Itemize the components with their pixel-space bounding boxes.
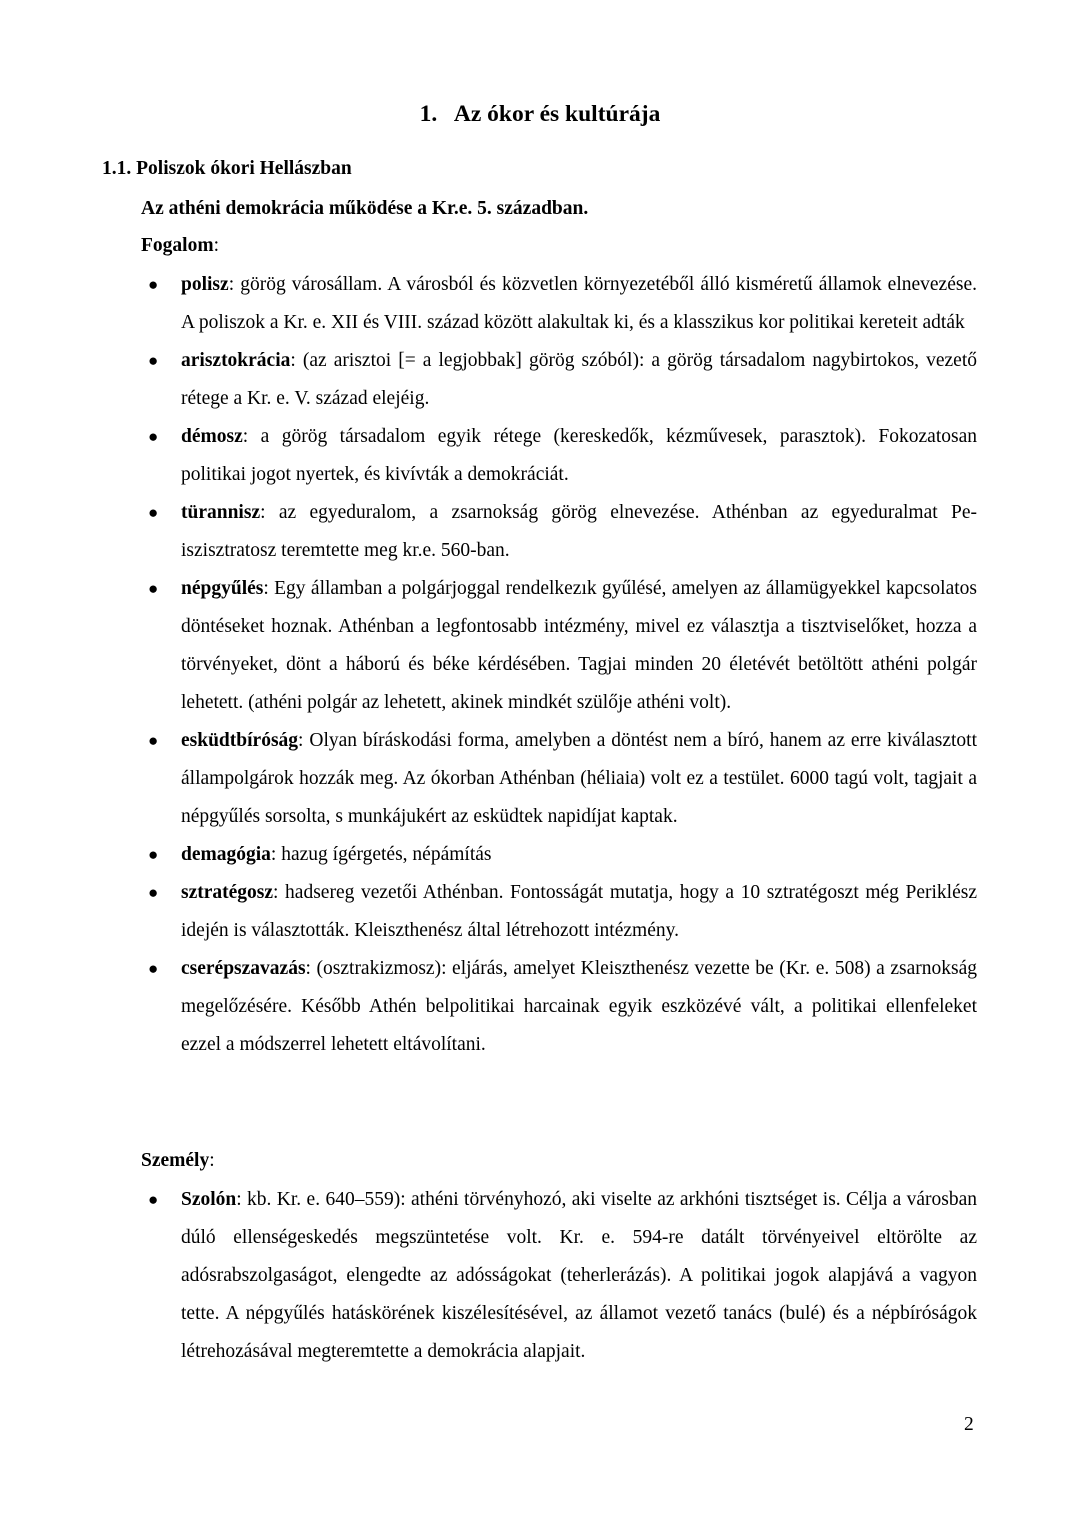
- term: népgyűlés: [181, 578, 264, 599]
- term: esküdtbíróság: [181, 730, 299, 751]
- term: démosz: [181, 426, 243, 447]
- definition: : Olyan bíráskodási forma, amelyben a döntést nem a bíró, hanem az erre kiválasztott állampolgárok hozzák meg. Az ókorban Athénban (héliaia) volt ez a testület. 6000 tagú volt, tagjait a népgyűlés sorsolta, s munkájukért az esküdtek napidíjat kaptak.: [181, 730, 977, 827]
- term: türannisz: [181, 502, 261, 523]
- term: polisz: [181, 274, 229, 295]
- definition: : (osztrakizmosz): eljárás, amelyet Kleiszthenész vezette be (Kr. e. 508) a zsarnokság megelőzésére. Később Athén belpolitikai harcainak egyik eszközévé vált, a politikai ellenfeleket ezzel a módszerrel lehetett eltávolítani.: [181, 958, 977, 1055]
- concepts-list: [141, 266, 977, 1064]
- bullet-icon: ●: [148, 579, 159, 598]
- page-number: 2: [964, 1414, 974, 1435]
- definition: : hadsereg vezetői Athénban. Fontosságát mutatja, hogy a 10 sztratégoszt még Periklész idején is választották. Kleiszthenész által létrehozott intézmény.: [181, 882, 977, 941]
- list-item: [141, 418, 977, 494]
- list-item: [141, 1181, 977, 1371]
- list-item: [141, 722, 977, 836]
- definition: : kb. Kr. e. 640–559): athéni törvényhozó, aki viselte az arkhóni tisztséget is. Célja a városban dúló ellenségeskedés megszüntetése volt. Kr. e. 594-re datált törvényeivel eltörölte az adósrabszolgaságot, elengedte az adósságokat (teherlerázás). A politikai jogok alapjává a vagyon tette. A népgyűlés hatáskörének kiszélesítésével, az államot vezető tanács (bulé) és a népbíróságok létrehozásával megteremtette a demokrácia alapjait.: [181, 1189, 977, 1362]
- definition: : hazug ígérgetés, népámítás: [270, 844, 492, 865]
- bullet-icon: ●: [148, 845, 159, 864]
- list-item: [141, 836, 977, 874]
- bullet-icon: ●: [148, 731, 159, 750]
- persons-heading: Személy:: [141, 1150, 215, 1171]
- definition: : görög városállam. A városból és közvetlen környezetéből álló kisméretű államok elnevezése. A poliszok a Kr. e. XII és VIII. század között alakultak ki, és a klasszikus kor politikai kereteit adták: [181, 274, 977, 333]
- definition: : a görög társadalom egyik rétege (kereskedők, kézművesek, parasztok). Fokozatosan politikai jogot nyertek, és kivívták a demokráciát.: [181, 426, 977, 485]
- list-item: [141, 950, 977, 1064]
- bullet-icon: ●: [148, 275, 159, 294]
- list-item: [141, 570, 977, 722]
- list-item: [141, 874, 977, 950]
- subtitle: Az athéni demokrácia működése a Kr.e. 5. században.: [141, 198, 589, 219]
- definition: : (az arisztoi [= a legjobbak] görög szóból): a görög társadalom nagybirtokos, vezető rétege a Kr. e. V. század elejéig.: [181, 350, 977, 409]
- list-item: [141, 494, 977, 570]
- bullet-icon: ●: [148, 959, 159, 978]
- section-title: 1.1. Poliszok ókori Hellászban: [102, 158, 352, 179]
- chapter-title-text: Az ókor és kultúrája: [453, 101, 661, 127]
- persons-list: [141, 1181, 977, 1371]
- concepts-heading: Fogalom:: [141, 235, 219, 256]
- term: demagógia: [181, 844, 271, 865]
- term: Szolón: [181, 1189, 237, 1210]
- term: cserépszavazás: [181, 958, 306, 979]
- list-item: [141, 342, 977, 418]
- bullet-icon: ●: [148, 427, 159, 446]
- term: sztratégosz: [181, 882, 274, 903]
- bullet-icon: ●: [148, 1190, 159, 1209]
- persons-label: Személy: [141, 1150, 210, 1171]
- bullet-icon: ●: [148, 883, 159, 902]
- definition: : az egyeduralom, a zsarnokság görög elnevezése. Athénban az egyeduralmat Peiszisztratosz teremtette meg kr.e. 560-ban.: [181, 502, 977, 561]
- chapter-number: 1.: [419, 101, 438, 127]
- bullet-icon: ●: [148, 503, 159, 522]
- term: arisztokrácia: [181, 350, 291, 371]
- chapter-title: [0, 101, 1080, 128]
- bullet-icon: ●: [148, 351, 159, 370]
- definition: : Egy államban a polgárjoggal rendelkezık gyűlésé, amelyen az államügyekkel kapcsolatos döntéseket hoznak. Athénban a legfontosabb intézmény, mivel ez választja a tisztviselőket, hozza a törvényeket, dönt a háború és béke kérdésében. Tagjai minden 20 életévét betöltött athéni polgár lehetett. (athéni polgár az lehetett, akinek mindkét szülője athéni volt).: [181, 578, 977, 713]
- list-item: [141, 266, 977, 342]
- concepts-label: Fogalom: [141, 235, 214, 256]
